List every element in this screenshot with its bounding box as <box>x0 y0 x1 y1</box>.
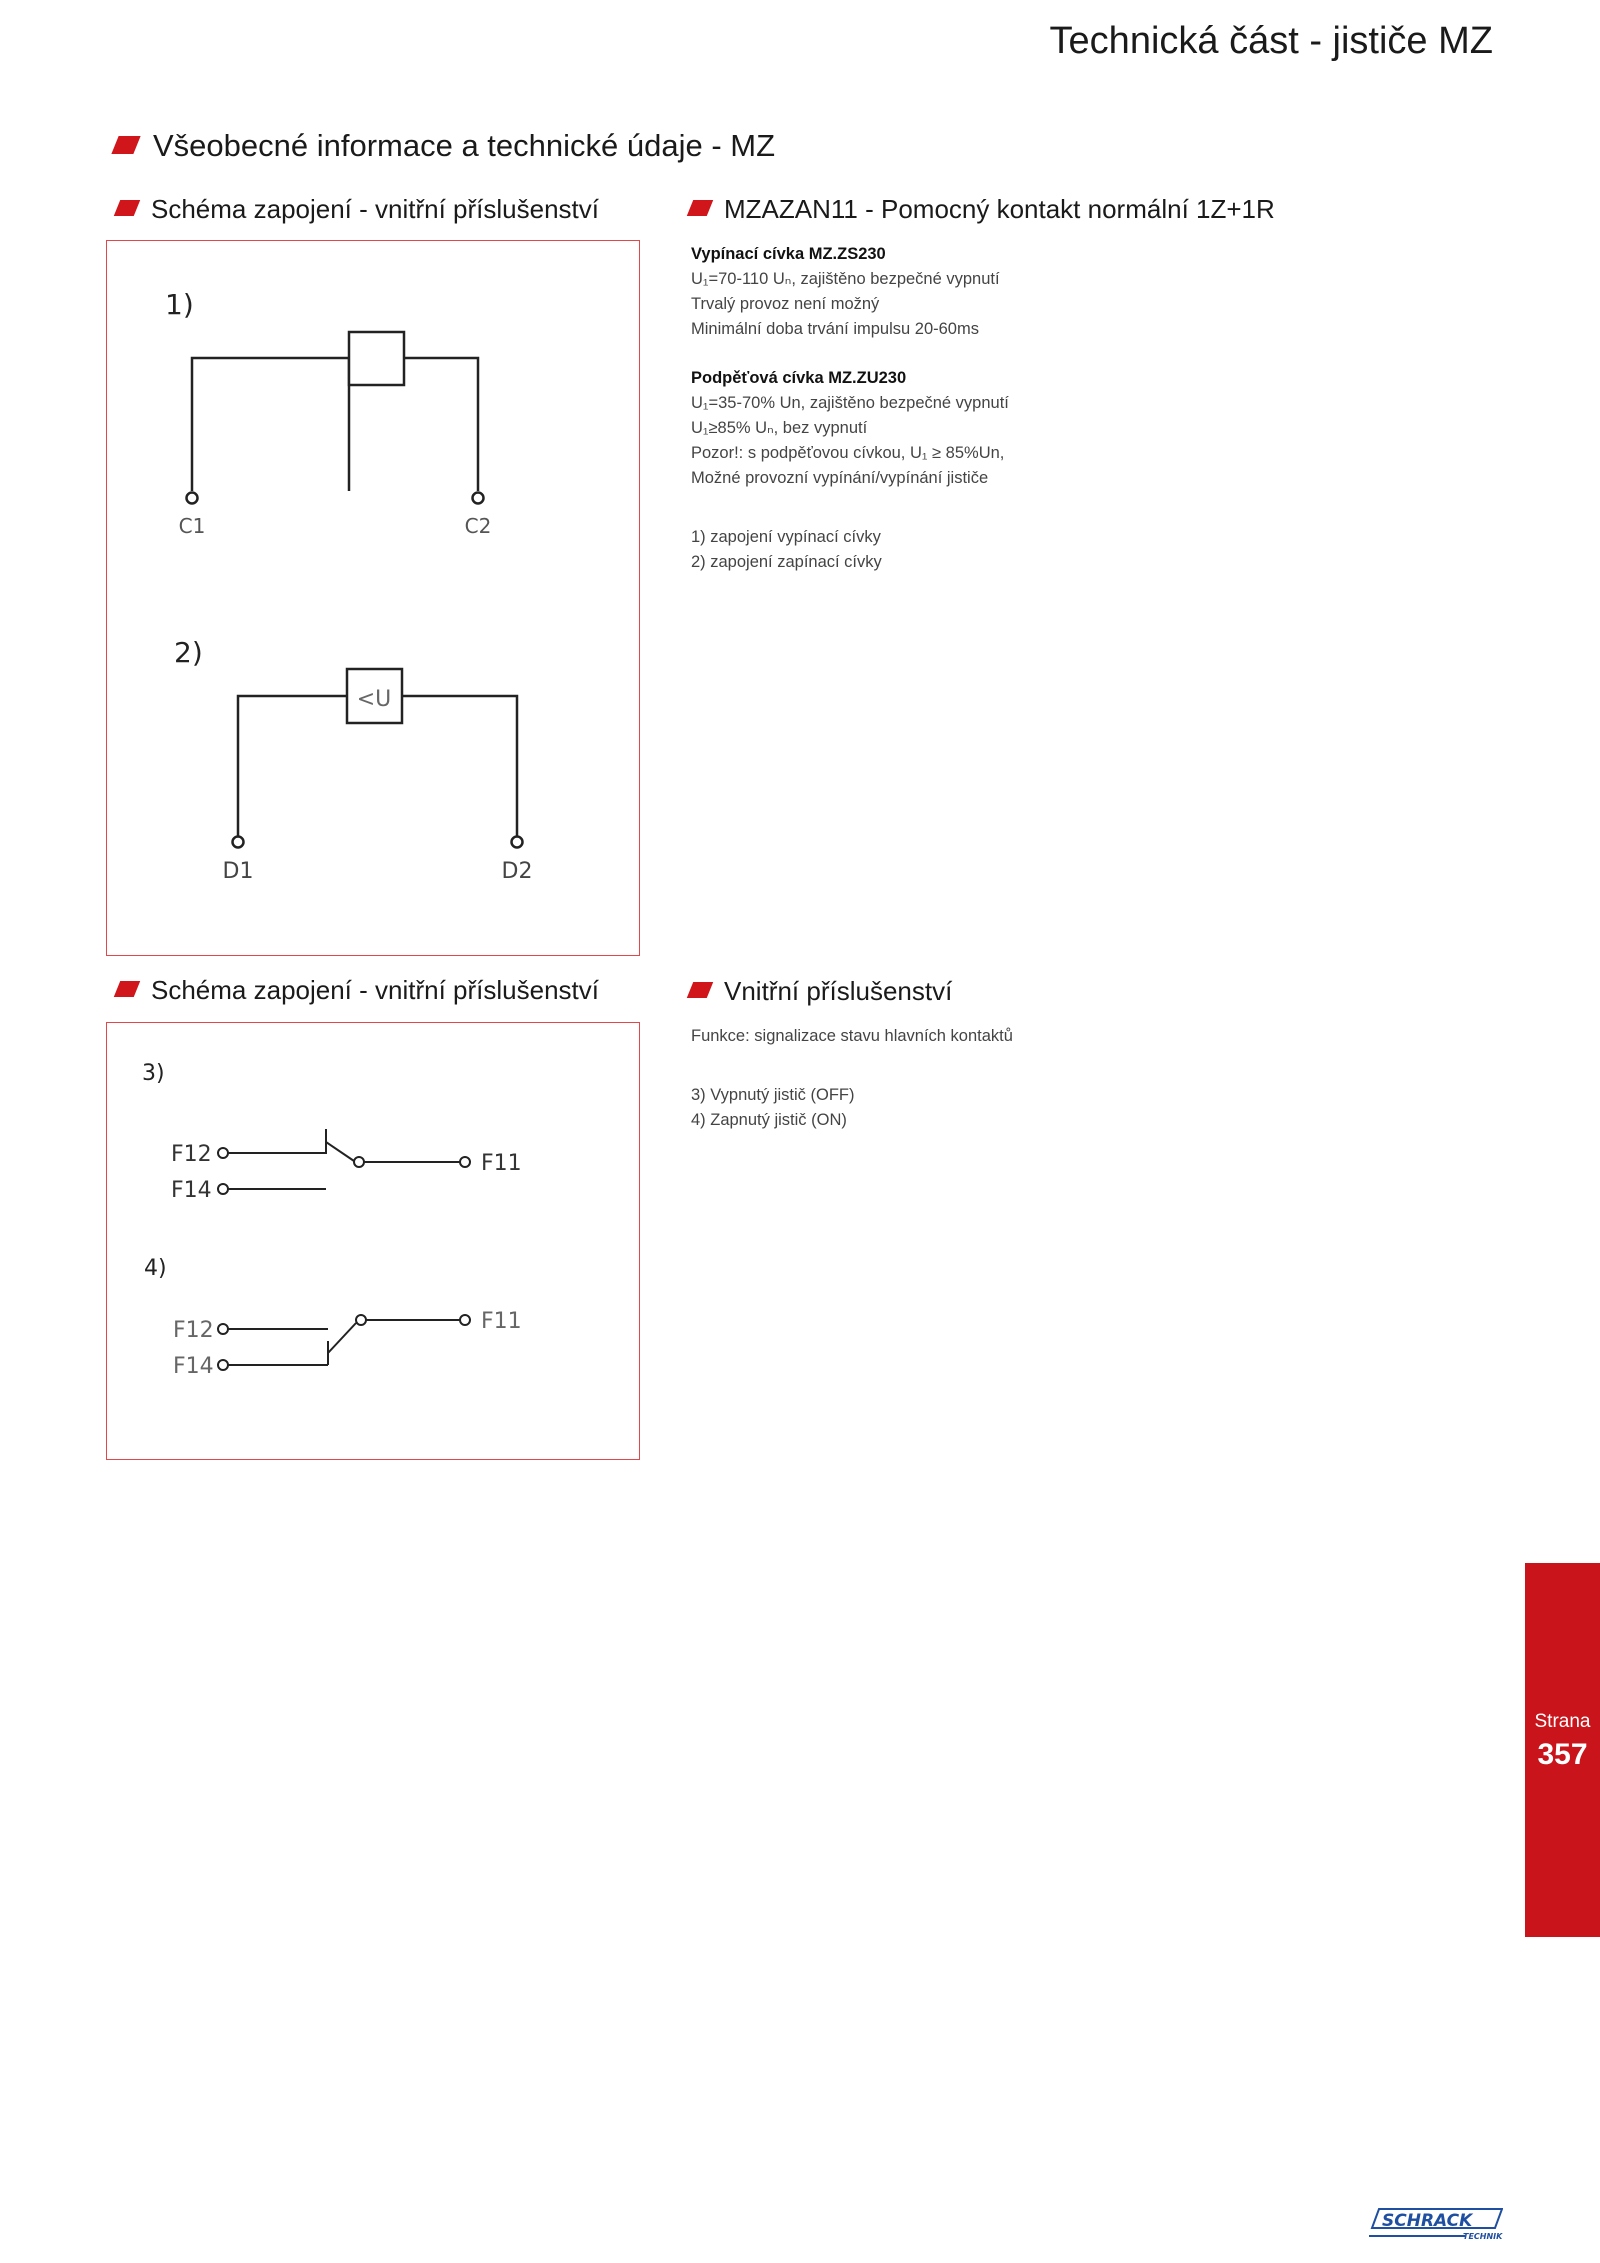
schrack-logo-icon <box>1365 2208 1503 2240</box>
auxiliary-contact-heading: MZAZAN11 - Pomocný kontakt normální 1Z+1R <box>690 194 1275 225</box>
page-number-tab <box>1525 1563 1600 1937</box>
undervoltage-coil-line: Možné provozní vypínání/vypínání jističe <box>691 469 989 487</box>
diagram2-terminal-left <box>233 837 244 848</box>
undervoltage-coil-title: Podpěťová cívka MZ.ZU230 <box>691 369 907 387</box>
diagram-note: 1) zapojení vypínací cívky <box>691 528 881 546</box>
coil-diagrams <box>107 241 641 957</box>
schrack-logo <box>1365 2208 1503 2240</box>
diagram1-wire <box>192 358 349 491</box>
diagram1-terminal-left <box>187 493 198 504</box>
page-label: Strana <box>1534 1711 1591 1732</box>
diagram2-label: 2) <box>174 636 203 669</box>
coil-specifications <box>691 242 1331 575</box>
internal-accessories-heading: Vnitřní příslušenství <box>690 976 952 1007</box>
undervoltage-coil-line: Pozor!: s podpěťovou cívkou, U₁ ≥ 85%Un, <box>691 444 1005 462</box>
terminal-f12-label: F12 <box>173 1318 214 1343</box>
diagram-note: 3) Vypnutý jistič (OFF) <box>691 1086 855 1104</box>
trip-coil-line: Trvalý provoz není možný <box>691 295 880 313</box>
heading-marker-icon <box>687 982 713 998</box>
wiring-diagram-heading-1: Schéma zapojení - vnitřní příslušenství <box>117 194 599 225</box>
trip-coil-line: U₁=70-110 Uₙ, zajištěno bezpečné vypnutí <box>691 270 1000 288</box>
heading-marker-icon <box>114 200 140 216</box>
page-header-title: Technická část - jističe MZ <box>1049 20 1493 62</box>
wiring-diagram-heading-2: Schéma zapojení - vnitřní příslušenství <box>117 975 599 1006</box>
main-heading-text: Všeobecné informace a technické údaje - MZ <box>153 128 776 163</box>
diagram3-f12-wire <box>228 1129 326 1153</box>
trip-coil-title: Vypínací cívka MZ.ZS230 <box>691 245 886 263</box>
internal-accessories-info <box>691 1024 1331 1133</box>
contact-diagrams <box>107 1023 641 1461</box>
wiring-diagram-box-2 <box>106 1022 640 1460</box>
diagram2-wire-right <box>402 696 517 836</box>
terminal-d1-label: D1 <box>222 859 254 884</box>
undervoltage-coil-line: U₁≥85% Uₙ, bez vypnutí <box>691 419 868 437</box>
terminal-f11-label: F11 <box>481 1151 522 1176</box>
diagram4-switch-blade <box>328 1323 356 1353</box>
trip-coil-line: Minimální doba trvání impulsu 20-60ms <box>691 320 979 338</box>
undervoltage-symbol-label: <U <box>356 687 392 712</box>
terminal-f14-label: F14 <box>173 1354 214 1379</box>
diagram2-wire-left <box>238 696 347 836</box>
svg-text:SCHRACK: SCHRACK <box>1382 2211 1473 2231</box>
page-number: 357 <box>1537 1738 1588 1771</box>
diagram4-label: 4) <box>144 1256 167 1281</box>
heading-marker-icon <box>111 136 140 154</box>
undervoltage-coil-line: U₁=35-70% Un, zajištěno bezpečné vypnutí <box>691 394 1009 412</box>
heading-marker-icon <box>114 981 140 997</box>
diagram3-label: 3) <box>142 1061 165 1086</box>
function-description: Funkce: signalizace stavu hlavních kontaktů <box>691 1027 1013 1045</box>
diagram-note: 4) Zapnutý jistič (ON) <box>691 1111 847 1129</box>
diagram1-wire-right <box>404 358 478 491</box>
diagram-note: 2) zapojení zapínací cívky <box>691 553 882 571</box>
wiring-diagram-box-1 <box>106 240 640 956</box>
diagram1-label: 1) <box>165 288 194 321</box>
diagram2-terminal-right <box>512 837 523 848</box>
terminal-f14-label: F14 <box>171 1178 212 1203</box>
terminal-c2-label: C2 <box>464 514 492 538</box>
terminal-d2-label: D2 <box>501 859 533 884</box>
main-heading <box>115 128 775 164</box>
svg-text:TECHNIK: TECHNIK <box>1463 2232 1503 2240</box>
diagram1-terminal-right <box>473 493 484 504</box>
terminal-f12-label: F12 <box>171 1142 212 1167</box>
diagram1-coil-symbol <box>349 332 404 385</box>
diagram3-switch-blade <box>326 1142 354 1161</box>
terminal-c1-label: C1 <box>178 514 206 538</box>
heading-marker-icon <box>687 200 713 216</box>
terminal-f11-label: F11 <box>481 1309 522 1334</box>
